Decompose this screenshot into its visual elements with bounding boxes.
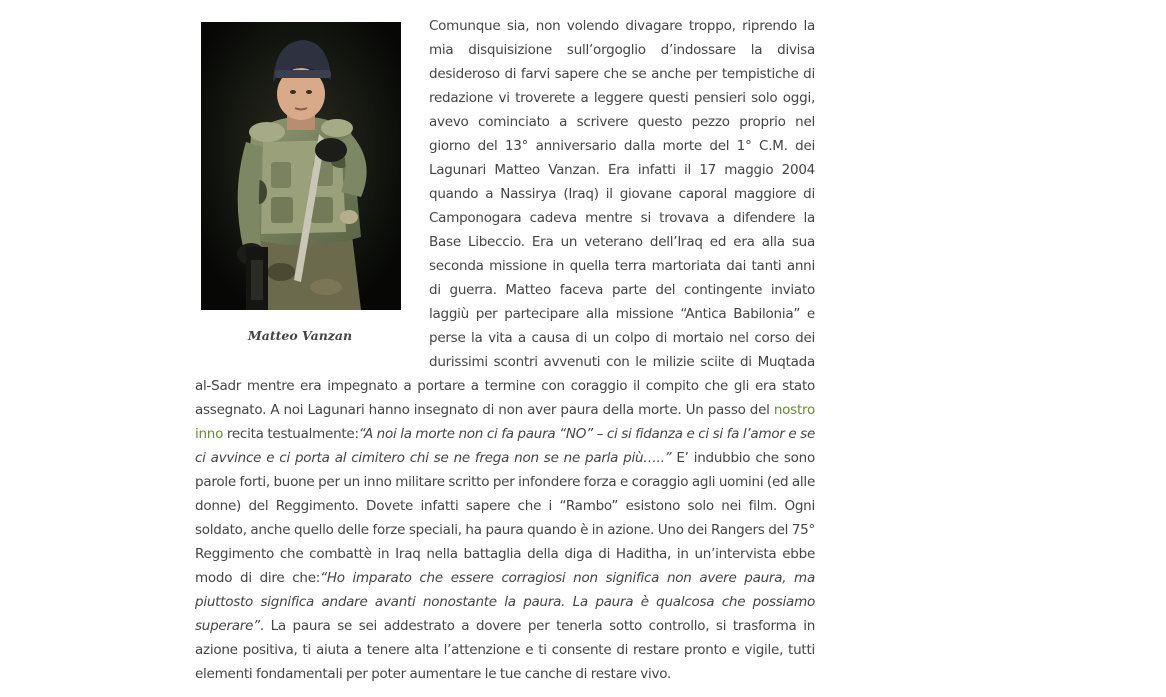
anthem-quote: “A noi la morte non ci fa paura “NO” – ci si fidanza e ci si fa l’amor e se ci avvince e ci porta al cimitero chi se ne frega non se ne parla più…..” [195, 426, 816, 466]
soldier-photo[interactable] [201, 22, 401, 310]
ranger-quote: “Ho imparato che essere corragiosi non significa non avere paura, ma piuttosto significa andare avanti nonostante la paura. La paura è qualcosa che possiamo superare” [195, 570, 815, 634]
paragraph-text-4: . La paura se sei addestrato a dovere per tenerla sotto controllo, si trasforma in azione positiva, ti aiuta a tenere alta l’attenzione e ti consente di restare pronto e vigile, tutti elementi fondamentali per poter aumentare le tue canche di restare vivo. [195, 618, 815, 682]
article-body [195, 14, 815, 686]
paragraph-text-2: recita testualmente: [223, 426, 359, 442]
photo-figure [195, 22, 405, 348]
paragraph-text-3: E’ indubbio che sono parole forti, buone per un inno militare scritto per infondere forza e coraggio agli uomini (ed alle donne) del Reggimento. Dovete infatti sapere che i “Rambo” esistono solo nei film. Ogni soldato, anche quello delle forze speciali, ha paura quando è in azione. Uno dei Rangers del 75° Reggimento che combattè in Iraq nella battaglia della diga di Haditha, in un’intervista ebbe modo di dire che: [195, 450, 815, 586]
paragraph-text-1: Comunque sia, non volendo divagare troppo, riprendo la mia disquisizione sull’orgoglio d’indossare la divisa desideroso di farvi sapere che se anche per tempistiche di redazione vi troverete a leggere questi pensieri solo oggi, avevo cominciato a scrivere questo pezzo proprio nel giorno del 13° anniversario dalla morte del 1° C.M. dei Lagunari Matteo Vanzan. Era infatti il 17 maggio 2004 quando a Nassirya (Iraq) il giovane caporal maggiore di Camponogara cadeva mentre si trovava a difendere la Base Libeccio. Era un veterano dell’Iraq ed era alla sua seconda missione in quella terra martoriata dai tanti anni di guerra. Matteo faceva parte del contingente inviato laggiù per partecipare alla missione “Antica Babilonia” e perse la vita a causa di un colpo di mortaio nel corso dei durissimi scontri avvenuti con le milizie sciite di Muqtada al-Sadr mentre era impegnato a portare a termine con coraggio il compito che gli era stato assegnato. A noi Lagunari hanno insegnato di non aver paura della morte. Un passo del [195, 18, 815, 418]
anthem-link[interactable]: nostro inno [195, 402, 815, 442]
photo-caption: Matteo Vanzan [247, 328, 353, 343]
